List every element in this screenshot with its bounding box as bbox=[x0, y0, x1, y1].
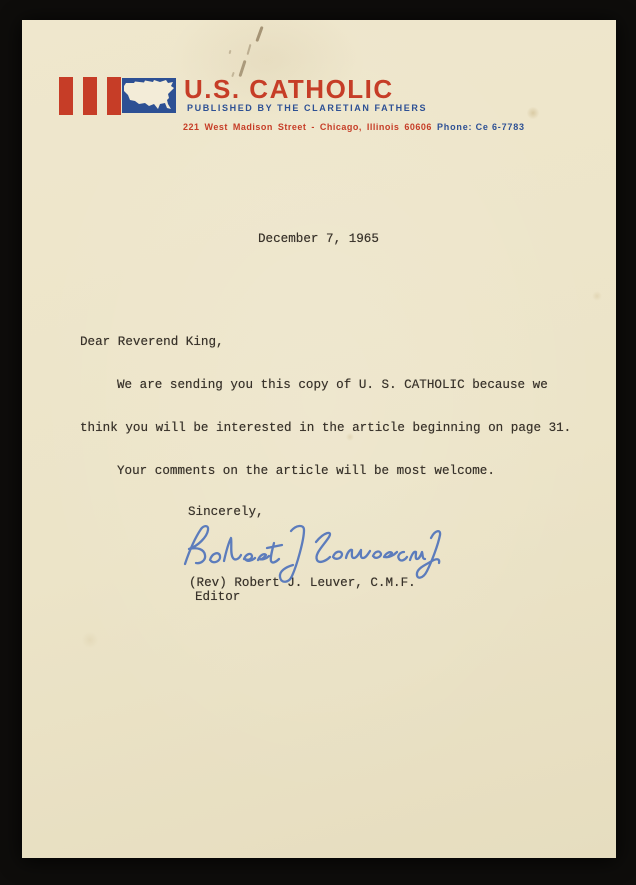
stain-mark bbox=[255, 26, 263, 42]
masthead-title: U.S. CATHOLIC bbox=[184, 74, 394, 104]
us-map-icon bbox=[122, 78, 176, 113]
body-line: We are sending you this copy of U. S. CATHOLIC because we bbox=[117, 378, 548, 392]
body-line: think you will be interested in the article beginning on page 31. bbox=[80, 421, 572, 435]
address-line: 221 West Madison Street - Chicago, Illinois 60606 bbox=[183, 122, 432, 132]
masthead-subtitle: PUBLISHED BY THE CLARETIAN FATHERS bbox=[187, 103, 428, 113]
letter-paper bbox=[22, 20, 616, 858]
typed-signature-name: (Rev) Robert J. Leuver, C.M.F. bbox=[189, 576, 416, 590]
flag-stripe-icon bbox=[59, 77, 73, 115]
stain-mark bbox=[247, 44, 252, 55]
salutation: Dear Reverend King, bbox=[80, 335, 224, 349]
phone-number: Phone: Ce 6-7783 bbox=[437, 122, 525, 132]
closing: Sincerely, bbox=[188, 505, 264, 519]
typed-signature-title: Editor bbox=[195, 590, 241, 604]
letter-date: December 7, 1965 bbox=[258, 232, 379, 246]
flag-stripe-icon bbox=[83, 77, 97, 115]
stain-mark bbox=[229, 50, 232, 54]
flag-stripe-icon bbox=[107, 77, 121, 115]
body-line: Your comments on the article will be most welcome. bbox=[117, 464, 495, 478]
